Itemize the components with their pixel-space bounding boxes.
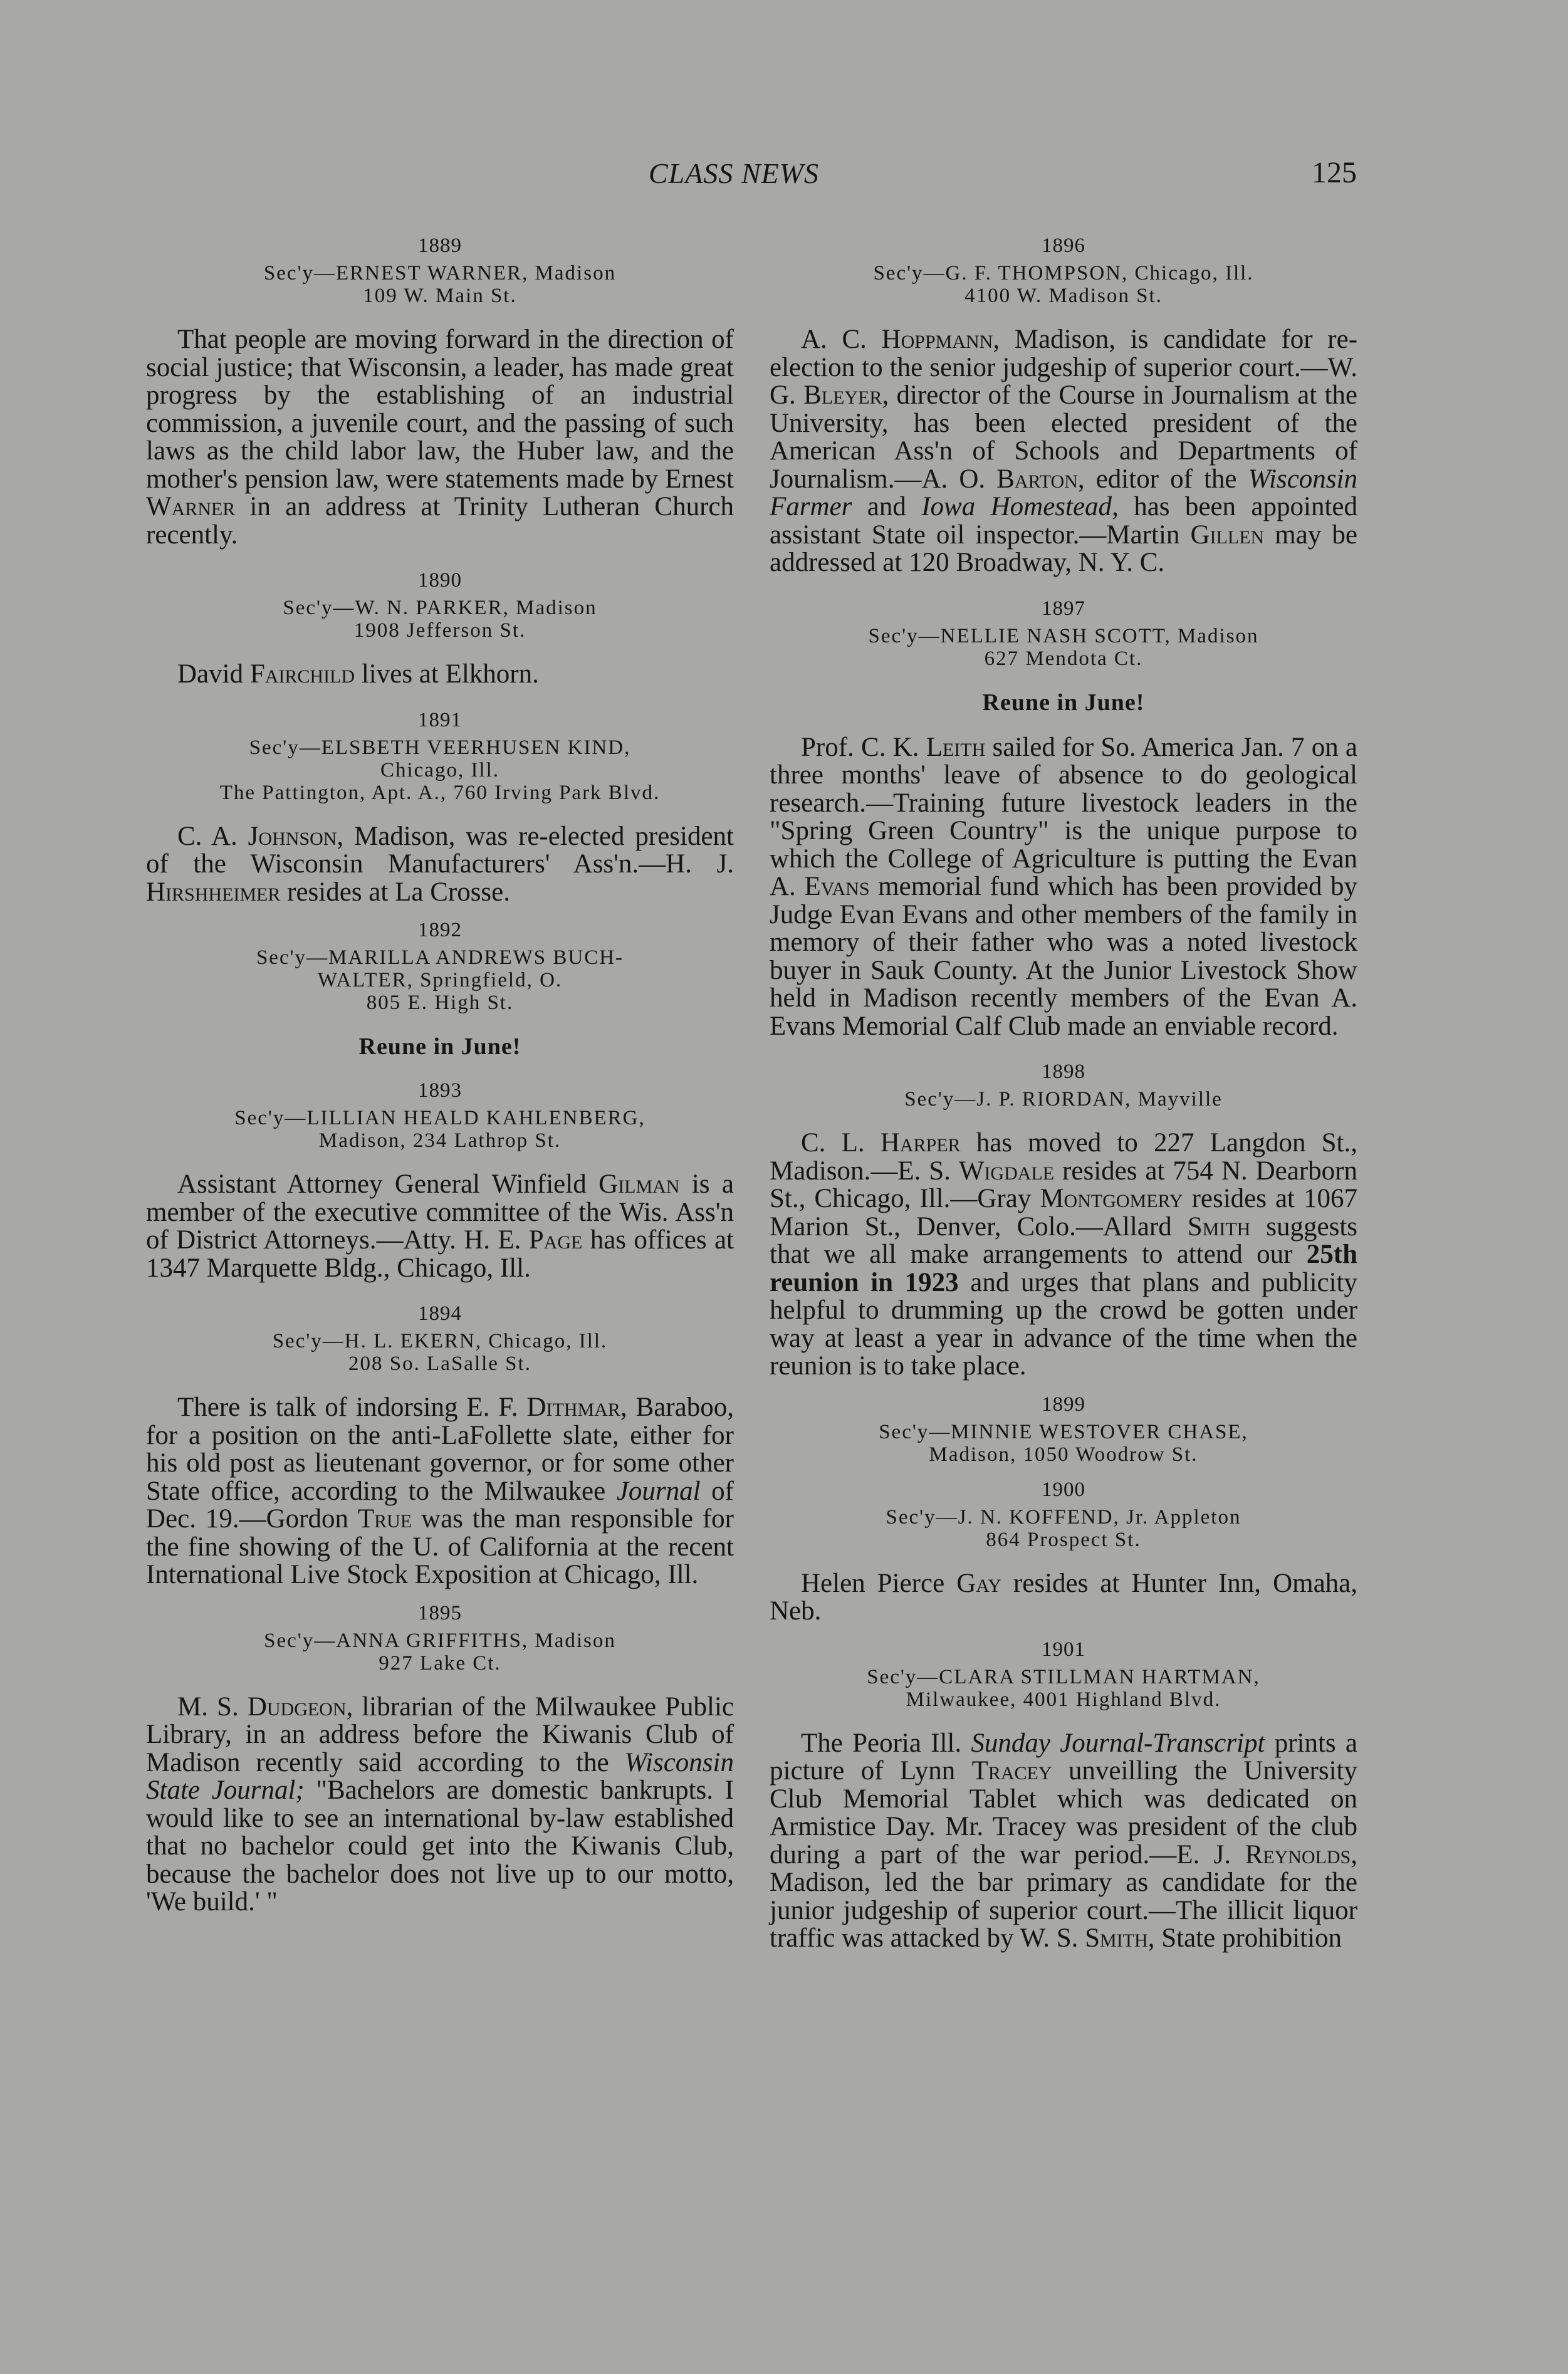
- secretary-name: Sec'y—ERNEST WARNER, Madison: [263, 262, 617, 285]
- left-column: [146, 233, 734, 1935]
- news-paragraph: That people are moving forward in the direction of social justice; that Wisconsin, a leader, has made great progress by the establishing of an industrial commission, a juvenile court, and the passing of such laws as the child labor law, the Huber law, and the mother's pension law, were statements made by Ernest Warner in an address at Trinity Lutheran Church recently.: [146, 325, 734, 550]
- class-1896: [770, 233, 1357, 577]
- secretary-address: 627 Mendota Ct.: [984, 647, 1143, 670]
- secretary-name: Sec'y—J. P. RIORDAN, Mayville: [904, 1088, 1223, 1111]
- person-name: Fairchild: [249, 659, 355, 689]
- person-name: Gay: [956, 1568, 1001, 1598]
- news-paragraph: Assistant Attorney General Winfield Gilman is a member of the executive committee of the Wis. Ass'n of District Attorneys.—Atty. H. E. Page has offices at 1347 Marquette Bldg., Chicago, Ill.: [146, 1169, 734, 1283]
- class-year: 1890: [418, 569, 462, 592]
- secretary-name: Sec'y—MINNIE WESTOVER CHASE,: [879, 1420, 1248, 1443]
- secretary-line: [770, 1506, 1357, 1551]
- publication-title: Iowa Homestead: [921, 492, 1112, 521]
- secretary-address: 4100 W. Madison St.: [964, 285, 1163, 307]
- class-1901: [770, 1637, 1357, 1953]
- news-paragraph: M. S. Dudgeon, librarian of the Milwaukee Public Library, in an address before the Kiwanis Club of Madison recently said according to the Wisconsin State Journal; "Bachelors are domestic bankrupts. I would like to see an international by-law established that no bachelor could get into the Kiwanis Club, because the bachelor does not live up to our motto, 'We build.' ": [146, 1692, 734, 1916]
- publication-title: Sunday Journal-Transcript: [971, 1728, 1265, 1758]
- publication-title: Wisconsin State Journal;: [146, 1747, 734, 1805]
- publication-title: Wisconsin Farmer: [770, 464, 1357, 521]
- news-paragraph: There is talk of indorsing E. F. Dithmar, Baraboo, for a position on the anti-LaFollette slate, either for his old post as lieutenant governor, or for some other State office, according to the Milwaukee Journal of Dec. 19.—Gordon True was the man responsible for the fine showing of the U. of California at the recent International Live Stock Exposition at Chicago, Ill.: [146, 1393, 734, 1589]
- secretary-address: Milwaukee, 4001 Highland Blvd.: [906, 1688, 1221, 1711]
- secretary-line: [146, 736, 734, 804]
- class-1898: [770, 1059, 1357, 1381]
- person-name: Smith: [1085, 1923, 1148, 1953]
- class-year: 1895: [418, 1601, 462, 1624]
- person-name: Hirshheimer: [146, 877, 281, 907]
- secretary-name: Sec'y—J. N. KOFFEND, Jr. Appleton: [886, 1505, 1241, 1529]
- page-number: 125: [1312, 156, 1357, 189]
- news-paragraph: Helen Pierce Gay resides at Hunter Inn, Omaha, Neb.: [770, 1568, 1357, 1626]
- class-year: 1894: [418, 1302, 462, 1325]
- class-year: 1899: [1042, 1393, 1085, 1416]
- person-name: Gillen: [1190, 520, 1265, 550]
- person-name: Montgomery: [1040, 1184, 1183, 1213]
- class-1892: [146, 918, 734, 1060]
- person-name: Johnson: [248, 821, 337, 851]
- class-year: 1896: [1042, 234, 1085, 257]
- secretary-line: [146, 1330, 734, 1375]
- reunion-highlight: 25th reunion in 1923: [770, 1240, 1357, 1297]
- news-paragraph: David Fairchild lives at Elkhorn.: [177, 659, 539, 689]
- secretary-line: [146, 262, 734, 307]
- secretary-address: 1908 Jefferson St.: [353, 619, 526, 642]
- news-paragraph: Prof. C. K. Leith sailed for So. America Jan. 7 on a three months' leave of absence to do geological research.—Training future livestock leaders in the "Spring Green Country" is the unique purpose to which the College of Agriculture is putting the Evan A. Evans memorial fund which has been provided by Judge Evan Evans and other members of the family in memory of their father who was a noted livestock buyer in Sauk County. At the Junior Livestock Show held in Madison recently members of the Evan A. Evans Memorial Calf Club made an enviable record.: [770, 732, 1357, 1041]
- person-name: Wigdale: [958, 1156, 1055, 1186]
- class-year: 1901: [1042, 1638, 1085, 1661]
- secretary-line: [770, 1421, 1357, 1466]
- class-year: 1898: [1042, 1060, 1085, 1083]
- secretary-name: Sec'y—MARILLA ANDREWS BUCH-: [256, 946, 624, 969]
- secretary-name: Sec'y—LILLIAN HEALD KAHLENBERG,: [234, 1107, 645, 1129]
- person-name: Reynolds: [1245, 1839, 1351, 1869]
- class-year: 1889: [418, 234, 462, 257]
- secretary-name: Sec'y—W. N. PARKER, Madison: [283, 597, 597, 619]
- secretary-name: Sec'y—ANNA GRIFFITHS, Madison: [264, 1629, 616, 1652]
- reune-heading: Reune in June!: [358, 1033, 521, 1060]
- secretary-line: [770, 625, 1357, 670]
- secretary-name: Sec'y—H. L. EKERN, Chicago, Ill.: [272, 1330, 608, 1352]
- secretary-address: 208 So. LaSalle St.: [348, 1352, 531, 1375]
- secretary-address: 864 Prospect St.: [986, 1528, 1141, 1551]
- publication-title: Journal: [616, 1476, 701, 1506]
- person-name: Barton: [996, 464, 1078, 494]
- class-1891: [146, 708, 734, 907]
- class-1890: [146, 568, 734, 689]
- secretary-address: 927 Lake Ct.: [379, 1651, 501, 1675]
- secretary-line: [770, 1666, 1357, 1711]
- news-paragraph: C. A. Johnson, Madison, was re-elected president of the Wisconsin Manufacturers' Ass'n.—H. J. Hirshheimer resides at La Crosse.: [146, 821, 734, 907]
- class-year: 1891: [418, 708, 462, 731]
- secretary-line: [770, 262, 1357, 307]
- class-year: 1893: [418, 1079, 462, 1102]
- class-year: 1897: [1042, 597, 1085, 620]
- class-1889: [146, 233, 734, 549]
- secretary-city: WALTER, Springfield, O.: [317, 969, 563, 991]
- class-year: 1892: [418, 919, 462, 941]
- secretary-line: [146, 1107, 734, 1152]
- person-name: Harper: [880, 1128, 961, 1158]
- person-name: Bleyer: [803, 380, 882, 410]
- secretary-line: [770, 1088, 1357, 1111]
- person-name: Page: [528, 1225, 583, 1255]
- running-title: CLASS NEWS: [649, 157, 819, 189]
- person-name: True: [357, 1504, 412, 1534]
- reune-heading: Reune in June!: [982, 689, 1145, 716]
- secretary-city: Chicago, Ill.: [380, 758, 500, 782]
- person-name: Hoppmann: [881, 325, 993, 354]
- person-name: Evans: [804, 872, 870, 901]
- class-year: 1900: [1042, 1478, 1085, 1501]
- secretary-address: Madison, 234 Lathrop St.: [318, 1129, 562, 1152]
- secretary-name: Sec'y—G. F. THOMPSON, Chicago, Ill.: [873, 262, 1254, 285]
- secretary-name: Sec'y—NELLIE NASH SCOTT, Madison: [868, 624, 1259, 647]
- person-name: Tracey: [971, 1756, 1052, 1786]
- class-1900: [770, 1477, 1357, 1626]
- secretary-address: The Pattington, Apt. A., 760 Irving Park Blvd.: [219, 781, 661, 804]
- news-paragraph: The Peoria Ill. Sunday Journal-Transcript prints a picture of Lynn Tracey unveilling the University Club Memorial Tablet which was dedicated on Armistice Day. Mr. Tracey was president of the club during a part of the war period.—E. J. Reynolds, Madison, led the bar primary as candidate for the junior judgeship of superior court.—The illicit liquor traffic was attacked by W. S. Smith, State prohibition: [770, 1728, 1357, 1953]
- news-paragraph: A. C. Hoppmann, Madison, is candidate for re-election to the senior judgeship of superior court.—W. G. Bleyer, director of the Course in Journalism at the University, has been elected president of the American Ass'n of Schools and Departments of Journalism.—A. O. Barton, editor of the Wisconsin Farmer and Iowa Homestead, has been appointed assistant State oil inspector.—Martin Gillen may be addressed at 120 Broadway, N. Y. C.: [770, 325, 1358, 577]
- person-name: Smith: [1187, 1211, 1251, 1242]
- class-1897: [770, 596, 1357, 1041]
- secretary-address: Madison, 1050 Woodrow St.: [929, 1443, 1198, 1466]
- person-name: Leith: [926, 732, 986, 762]
- secretary-address: 805 E. High St.: [366, 991, 514, 1014]
- class-1893: [146, 1078, 734, 1282]
- class-1895: [146, 1601, 734, 1916]
- person-name: Gilman: [598, 1169, 680, 1199]
- secretary-address: 109 W. Main St.: [363, 285, 517, 307]
- secretary-line: [146, 597, 734, 642]
- secretary-line: [146, 1629, 734, 1675]
- person-name: Dudgeon: [247, 1692, 347, 1722]
- right-column: [770, 233, 1357, 1972]
- secretary-name: Sec'y—ELSBETH VEERHUSEN KIND,: [249, 736, 631, 759]
- person-name: Warner: [146, 492, 236, 521]
- class-1899: [770, 1392, 1357, 1466]
- secretary-line: [146, 946, 734, 1014]
- class-1894: [146, 1301, 734, 1589]
- news-paragraph: C. L. Harper has moved to 227 Langdon St., Madison.—E. S. Wigdale resides at 754 N. Dearborn St., Chicago, Ill.—Gray Montgomery resides at 1067 Marion St., Denver, Colo.—Allard Smith suggests that we all make arrangements to attend our 25th reunion in 1923 and urges that plans and publicity helpful to drumming up the crowd be gotten under way at least a year in advance of the time when the reunion is to take place.: [770, 1128, 1358, 1381]
- secretary-name: Sec'y—CLARA STILLMAN HARTMAN,: [867, 1665, 1260, 1688]
- person-name: Dithmar: [526, 1393, 620, 1422]
